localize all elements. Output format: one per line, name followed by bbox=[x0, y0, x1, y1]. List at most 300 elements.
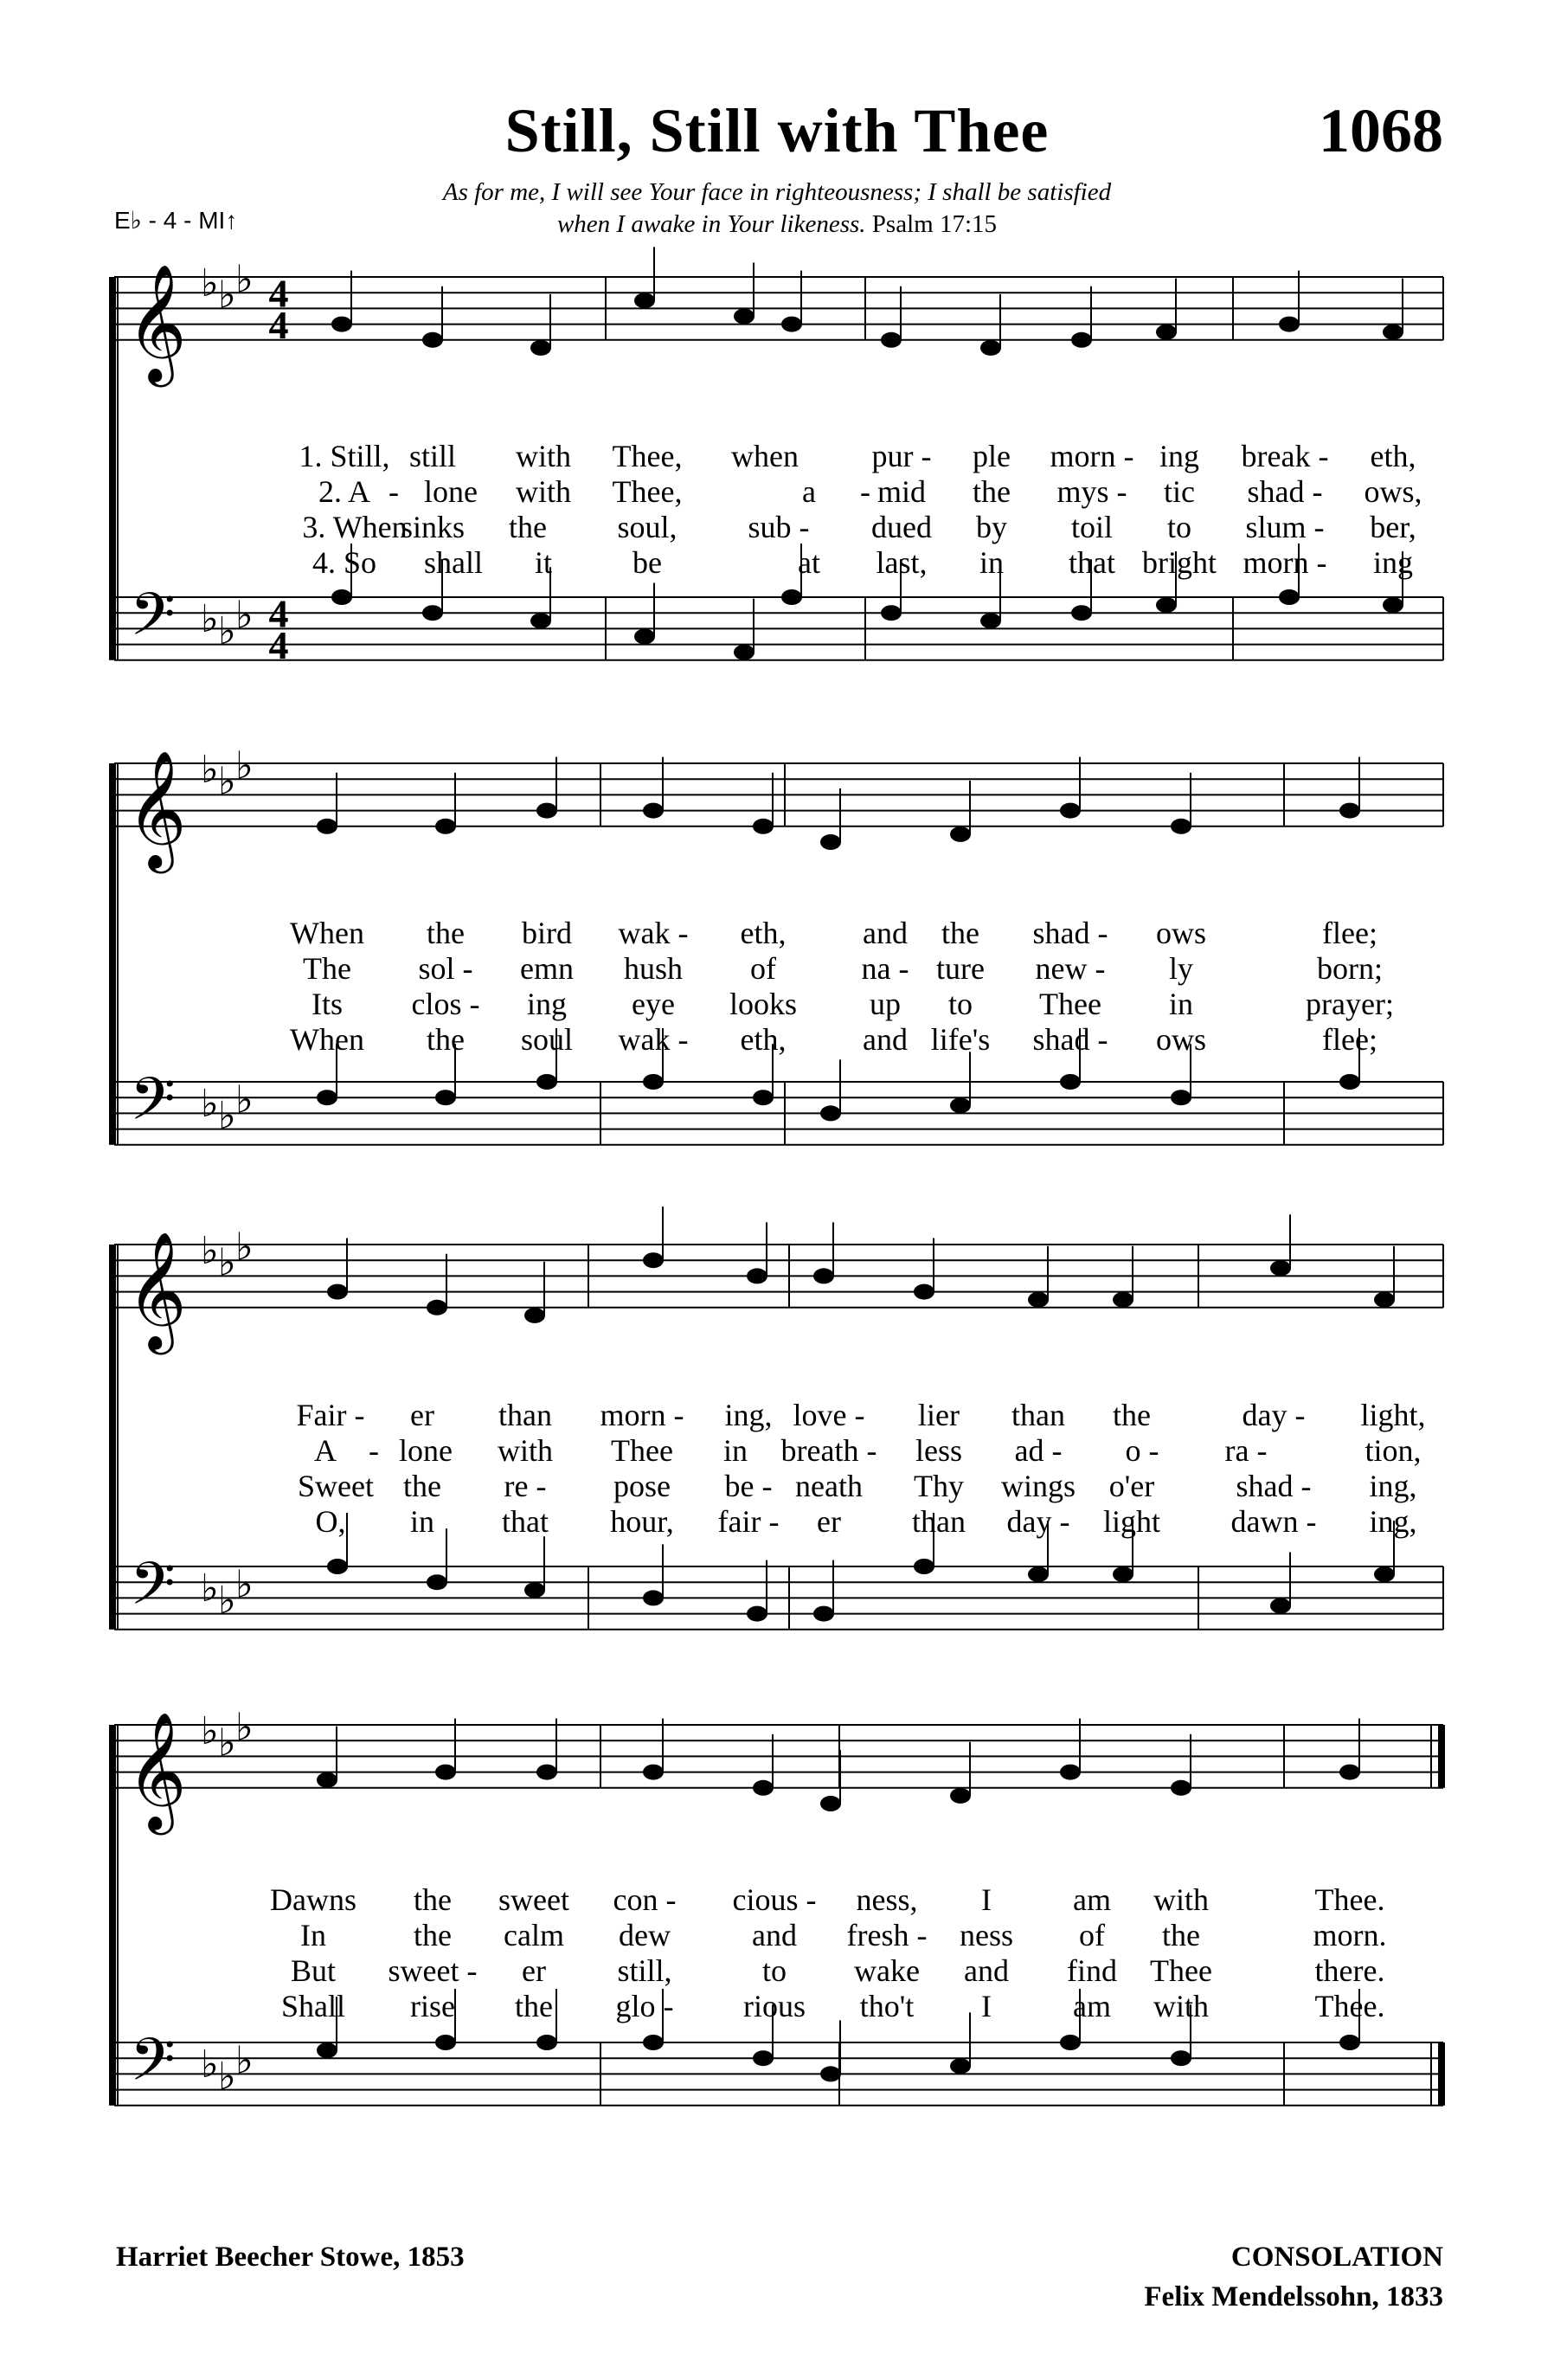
system-2-treble-flat: ♭ bbox=[218, 759, 236, 804]
treble-note bbox=[524, 1308, 545, 1323]
system-2-bass-flat: ♭ bbox=[218, 1093, 236, 1138]
lyric-syllable: soul, bbox=[617, 510, 677, 544]
lyric-syllable: I bbox=[981, 1989, 992, 2023]
lyric-syllable: toil bbox=[1070, 510, 1114, 544]
lyric-syllable: Its bbox=[311, 987, 343, 1021]
lyric-syllable: 1. Still, bbox=[299, 439, 390, 473]
lyric-syllable: 4. So bbox=[311, 545, 377, 580]
system-3-treble-clef: 𝄞 bbox=[126, 1229, 187, 1349]
lyric-syllable: Thy bbox=[914, 1469, 964, 1503]
treble-note bbox=[1171, 819, 1191, 834]
bass-note bbox=[327, 1559, 348, 1574]
lyric-syllable: - bbox=[369, 1433, 379, 1468]
bass-note bbox=[1374, 1566, 1395, 1582]
lyric-syllable: prayer; bbox=[1306, 987, 1394, 1021]
treble-note bbox=[317, 819, 337, 834]
system-1-treble-flat: ♭ bbox=[218, 273, 236, 318]
lyric-syllable: be bbox=[633, 545, 662, 580]
lyric-syllable: tion, bbox=[1365, 1433, 1422, 1468]
lyric-syllable: with bbox=[515, 474, 572, 509]
lyric-syllable: ing, bbox=[1369, 1504, 1417, 1539]
treble-note bbox=[1339, 1765, 1360, 1780]
lyric-syllable: Thee bbox=[1150, 1953, 1212, 1988]
treble-note bbox=[747, 1268, 767, 1283]
system-3-treble-flat: ♭ bbox=[218, 1240, 236, 1285]
scripture-reference: Psalm 17:15 bbox=[871, 210, 998, 238]
lyric-syllable: rious bbox=[743, 1989, 806, 2023]
lyric-syllable: light, bbox=[1360, 1398, 1426, 1432]
treble-note bbox=[1113, 1292, 1133, 1308]
lyric-syllable: lone bbox=[424, 474, 478, 509]
lyric-syllable: still bbox=[408, 439, 457, 473]
lyric-syllable: Dawns bbox=[270, 1882, 356, 1917]
bass-note bbox=[536, 1074, 557, 1090]
lyric-syllable: ing, bbox=[1369, 1469, 1417, 1503]
lyric-syllable: morn. bbox=[1313, 1918, 1387, 1952]
lyric-syllable: re - bbox=[504, 1469, 547, 1503]
lyric-syllable: than bbox=[912, 1504, 966, 1539]
system-3-bass-flat: ♭ bbox=[201, 1566, 219, 1611]
lyric-syllable: when bbox=[731, 439, 799, 473]
bass-note bbox=[813, 1606, 834, 1622]
lyric-syllable: and bbox=[752, 1918, 797, 1952]
lyric-syllable: morn - bbox=[600, 1398, 684, 1432]
lyric-syllable: tho't bbox=[859, 1989, 915, 2023]
lyric-syllable: new - bbox=[1035, 951, 1106, 986]
lyric-syllable: dued bbox=[871, 510, 932, 544]
treble-note bbox=[1339, 803, 1360, 819]
lyric-syllable: and bbox=[964, 1953, 1009, 1988]
lyric-syllable: Fair - bbox=[296, 1398, 365, 1432]
lyric-syllable: ness, bbox=[856, 1882, 918, 1917]
lyric-syllable: na - bbox=[861, 951, 909, 986]
lyric-syllable: 2. A bbox=[318, 474, 371, 509]
treble-note bbox=[643, 1252, 664, 1268]
lyric-syllable: soul bbox=[520, 1022, 574, 1057]
lyric-syllable: in bbox=[409, 1504, 435, 1539]
lyric-syllable: breath - bbox=[780, 1433, 877, 1468]
treble-note bbox=[530, 340, 551, 356]
lyric-syllable: shad - bbox=[1032, 916, 1108, 950]
lyric-syllable: O, bbox=[315, 1504, 346, 1539]
treble-note bbox=[435, 819, 456, 834]
tune-name: CONSOLATION bbox=[1230, 2242, 1443, 2273]
lyric-syllable: eth, bbox=[740, 1022, 787, 1057]
lyric-syllable: there. bbox=[1314, 1953, 1385, 1988]
lyric-syllable: the bbox=[427, 916, 465, 950]
lyric-syllable: When bbox=[290, 916, 364, 950]
system-2-treble-flat: ♭ bbox=[201, 748, 219, 792]
treble-note bbox=[1028, 1292, 1049, 1308]
bass-note bbox=[435, 1090, 456, 1105]
lyric-syllable: and bbox=[863, 1022, 908, 1057]
system-1-bass-time-sig-bottom: 4 bbox=[268, 622, 289, 667]
bass-note bbox=[1113, 1566, 1133, 1582]
lyric-syllable: fair - bbox=[717, 1504, 780, 1539]
bass-note bbox=[1156, 597, 1177, 613]
lyric-syllable: eth, bbox=[740, 916, 787, 950]
treble-note bbox=[753, 819, 774, 834]
bass-note bbox=[881, 605, 902, 621]
composer-credit: Felix Mendelssohn, 1833 bbox=[1144, 2281, 1443, 2312]
lyric-syllable: ad - bbox=[1014, 1433, 1063, 1468]
system-4-final-thick-bar bbox=[1438, 1725, 1445, 1788]
bass-note bbox=[980, 613, 1001, 628]
lyric-syllable: than bbox=[498, 1398, 552, 1432]
lyric-syllable: sweet bbox=[498, 1882, 569, 1917]
system-4-bass-clef: 𝄢 bbox=[130, 2026, 176, 2109]
lyric-syllable: shad - bbox=[1247, 474, 1323, 509]
treble-note bbox=[331, 317, 352, 332]
lyric-syllable: the bbox=[414, 1882, 452, 1917]
treble-note bbox=[536, 1765, 557, 1780]
lyric-syllable: still, bbox=[617, 1953, 672, 1988]
lyric-syllable: dawn - bbox=[1230, 1504, 1317, 1539]
lyric-syllable: morn - bbox=[1050, 439, 1134, 473]
bass-note bbox=[1339, 2035, 1360, 2050]
bass-note bbox=[1383, 597, 1403, 613]
lyric-syllable: In bbox=[300, 1918, 326, 1952]
lyric-syllable: sub - bbox=[748, 510, 810, 544]
system-2-bass-clef: 𝄢 bbox=[130, 1065, 176, 1148]
lyric-syllable: Thee, bbox=[612, 439, 683, 473]
lyric-syllable: the bbox=[515, 1989, 553, 2023]
lyric-syllable: ing, bbox=[724, 1398, 773, 1432]
system-3-bass-clef: 𝄢 bbox=[130, 1550, 176, 1633]
lyric-syllable: the bbox=[403, 1469, 441, 1503]
lyric-syllable: born; bbox=[1317, 951, 1383, 986]
lyric-syllable: Thee. bbox=[1314, 1989, 1385, 2023]
lyric-syllable: flee; bbox=[1322, 1022, 1377, 1057]
lyric-syllable: clos - bbox=[411, 987, 480, 1021]
treble-note bbox=[1060, 803, 1081, 819]
lyric-syllable: con - bbox=[613, 1882, 677, 1917]
system-4-system-bracket bbox=[109, 1725, 116, 2106]
lyric-syllable: The bbox=[303, 951, 351, 986]
lyric-syllable: be - bbox=[724, 1469, 773, 1503]
lyric-syllable: A bbox=[314, 1433, 337, 1468]
bass-note bbox=[1060, 2035, 1081, 2050]
hymn-title: Still, Still with Thee bbox=[504, 96, 1050, 165]
lyric-syllable: sinks bbox=[400, 510, 466, 544]
bass-note bbox=[820, 1105, 841, 1121]
bass-note bbox=[820, 2066, 841, 2081]
treble-note bbox=[753, 1780, 774, 1796]
bass-note bbox=[1028, 1566, 1049, 1582]
lyric-syllable: bright bbox=[1142, 545, 1217, 580]
lyric-syllable: the bbox=[1162, 1918, 1200, 1952]
bass-note bbox=[643, 1074, 664, 1090]
lyric-syllable: with bbox=[515, 439, 572, 473]
lyric-syllable: - bbox=[388, 474, 399, 509]
system-1-treble-time-sig-bottom: 4 bbox=[268, 302, 289, 347]
lyric-syllable: to bbox=[761, 1953, 787, 1988]
system-1-treble-flat: ♭ bbox=[235, 257, 254, 302]
treble-note bbox=[1374, 1292, 1395, 1308]
bass-note bbox=[1171, 1090, 1191, 1105]
lyric-syllable: the bbox=[414, 1918, 452, 1952]
treble-note bbox=[1270, 1260, 1291, 1276]
treble-note bbox=[781, 317, 802, 332]
lyric-syllable: and bbox=[863, 916, 908, 950]
system-4-bass-flat: ♭ bbox=[201, 2042, 219, 2087]
lyric-syllable: pose bbox=[613, 1469, 671, 1503]
lyric-syllable: with bbox=[1153, 1882, 1210, 1917]
bass-note bbox=[1270, 1598, 1291, 1614]
treble-note bbox=[435, 1765, 456, 1780]
system-1-bass-flat: ♭ bbox=[218, 608, 236, 653]
tune-key-info: E♭ - 4 - MI↑ bbox=[114, 207, 238, 234]
lyric-syllable: Thee. bbox=[1314, 1882, 1385, 1917]
lyric-syllable: sweet - bbox=[388, 1953, 478, 1988]
lyric-syllable: the bbox=[1113, 1398, 1151, 1432]
treble-note bbox=[1171, 1780, 1191, 1796]
system-3-treble-flat: ♭ bbox=[201, 1229, 219, 1273]
bass-note bbox=[427, 1574, 447, 1590]
lyric-syllable: dew bbox=[619, 1918, 671, 1952]
treble-note bbox=[813, 1268, 834, 1283]
system-1-bass-flat: ♭ bbox=[235, 593, 254, 638]
treble-note bbox=[950, 1788, 971, 1804]
lyric-syllable: ly bbox=[1168, 951, 1194, 986]
system-2-bass-flat: ♭ bbox=[235, 1077, 254, 1122]
lyric-syllable: slum - bbox=[1245, 510, 1325, 544]
lyric-syllable: Shall bbox=[280, 1989, 346, 2023]
bass-note bbox=[1060, 1074, 1081, 1090]
lyric-syllable: am bbox=[1073, 1882, 1111, 1917]
lyric-syllable: in bbox=[722, 1433, 748, 1468]
treble-note bbox=[536, 803, 557, 819]
treble-note bbox=[1383, 325, 1403, 340]
lyric-syllable: looks bbox=[729, 987, 798, 1021]
lyric-syllable: cious - bbox=[732, 1882, 817, 1917]
hymn-number: 1068 bbox=[1319, 96, 1443, 165]
treble-note bbox=[1060, 1765, 1081, 1780]
treble-note bbox=[1071, 332, 1092, 348]
lyric-syllable: by bbox=[976, 510, 1007, 544]
system-2-system-bracket bbox=[109, 763, 116, 1145]
lyric-syllable: wake bbox=[854, 1953, 920, 1988]
lyric-syllable: Thee bbox=[1039, 987, 1101, 1021]
lyric-syllable: to bbox=[1166, 510, 1192, 544]
system-1-bass-time-sig-top: 4 bbox=[268, 591, 289, 636]
lyric-syllable: day - bbox=[1242, 1398, 1306, 1432]
lyric-syllable: pur - bbox=[871, 439, 932, 473]
system-1-bass-clef: 𝄢 bbox=[130, 581, 176, 664]
lyric-syllable: less bbox=[915, 1433, 962, 1468]
bass-note bbox=[536, 2035, 557, 2050]
treble-note bbox=[881, 332, 902, 348]
bass-note bbox=[643, 1590, 664, 1605]
system-4-treble-flat: ♭ bbox=[201, 1709, 219, 1753]
treble-note bbox=[820, 1796, 841, 1811]
lyric-syllable: mys - bbox=[1056, 474, 1127, 509]
treble-note bbox=[820, 834, 841, 850]
lyric-syllable: am bbox=[1073, 1989, 1111, 2023]
lyric-syllable: the bbox=[973, 474, 1011, 509]
bass-note bbox=[331, 589, 352, 605]
lyric-syllable: up bbox=[870, 987, 901, 1021]
lyric-syllable: find bbox=[1067, 1953, 1117, 1988]
lyric-syllable: er bbox=[410, 1398, 434, 1432]
lyric-syllable: ing bbox=[1372, 545, 1414, 580]
lyric-syllable: o'er bbox=[1108, 1469, 1155, 1503]
lyric-syllable: Thee bbox=[611, 1433, 673, 1468]
lyric-syllable: glo - bbox=[615, 1989, 674, 2023]
lyric-syllable: ows, bbox=[1364, 474, 1422, 509]
lyric-syllable: in bbox=[979, 545, 1005, 580]
system-4-bass-flat: ♭ bbox=[218, 2054, 236, 2099]
lyric-syllable: ture bbox=[936, 951, 985, 986]
bass-note bbox=[1171, 2050, 1191, 2066]
system-1-bass-flat: ♭ bbox=[201, 597, 219, 642]
system-2-bass-flat: ♭ bbox=[201, 1082, 219, 1127]
lyric-syllable: When bbox=[290, 1022, 364, 1057]
bass-note bbox=[1071, 605, 1092, 621]
bass-note bbox=[781, 589, 802, 605]
lyric-syllable: with bbox=[1153, 1989, 1210, 2023]
treble-note bbox=[317, 1772, 337, 1788]
lyric-syllable: shad - bbox=[1236, 1469, 1312, 1503]
lyric-syllable: - bbox=[860, 474, 870, 509]
system-1-treble-clef: 𝄞 bbox=[126, 261, 187, 382]
bass-note bbox=[950, 2058, 971, 2074]
bass-note bbox=[753, 2050, 774, 2066]
lyric-syllable: day - bbox=[1006, 1504, 1070, 1539]
treble-note bbox=[422, 332, 443, 348]
bass-note bbox=[914, 1559, 934, 1574]
bass-note bbox=[634, 629, 655, 645]
treble-note bbox=[914, 1284, 934, 1300]
lyric-syllable: ing bbox=[526, 987, 568, 1021]
author-credit: Harriet Beecher Stowe, 1853 bbox=[116, 2242, 465, 2273]
lyric-syllable: ber, bbox=[1370, 510, 1416, 544]
bass-note bbox=[1279, 589, 1300, 605]
treble-note bbox=[950, 827, 971, 842]
lyric-syllable: than bbox=[1011, 1398, 1065, 1432]
lyric-syllable: eye bbox=[632, 987, 675, 1021]
lyric-syllable: morn - bbox=[1243, 545, 1327, 580]
lyric-syllable: shall bbox=[424, 545, 483, 580]
lyric-syllable: at bbox=[798, 545, 820, 580]
lyric-syllable: fresh - bbox=[846, 1918, 928, 1952]
bass-note bbox=[1339, 1074, 1360, 1090]
system-3-treble-flat: ♭ bbox=[235, 1225, 254, 1270]
bass-note bbox=[734, 645, 755, 660]
lyric-syllable: wak - bbox=[618, 916, 689, 950]
lyric-syllable: life's bbox=[930, 1022, 991, 1057]
bass-note bbox=[950, 1097, 971, 1113]
system-2-treble-clef: 𝄞 bbox=[126, 748, 187, 868]
system-1-treble-flat: ♭ bbox=[201, 261, 219, 306]
lyric-syllable: eth, bbox=[1370, 439, 1416, 473]
lyric-syllable: ra - bbox=[1224, 1433, 1268, 1468]
lyric-syllable: that bbox=[502, 1504, 549, 1539]
lyric-syllable: a bbox=[802, 474, 816, 509]
bass-note bbox=[317, 2042, 337, 2058]
bass-note bbox=[753, 1090, 774, 1105]
system-3-system-bracket bbox=[109, 1245, 116, 1630]
lyric-syllable: I bbox=[981, 1882, 992, 1917]
treble-note bbox=[643, 1765, 664, 1780]
lyric-syllable: ness bbox=[960, 1918, 1013, 1952]
lyric-syllable: of bbox=[1079, 1918, 1105, 1952]
system-4-bass-flat: ♭ bbox=[235, 2038, 254, 2083]
epigraph-line-1: As for me, I will see Your face in righteousness; I shall be satisfied bbox=[442, 178, 1112, 206]
treble-note bbox=[1156, 325, 1177, 340]
system-2-treble-flat: ♭ bbox=[235, 743, 254, 788]
system-4-final-thick-bar bbox=[1438, 2042, 1445, 2106]
system-1-system-bracket bbox=[109, 277, 116, 660]
lyric-syllable: it bbox=[534, 545, 553, 580]
lyric-syllable: ows bbox=[1155, 1022, 1207, 1057]
lyric-syllable: Thee, bbox=[612, 474, 683, 509]
lyric-syllable: er bbox=[522, 1953, 546, 1988]
lyric-syllable: the bbox=[941, 916, 979, 950]
lyric-syllable: in bbox=[1168, 987, 1194, 1021]
lyric-syllable: tic bbox=[1164, 474, 1195, 509]
epigraph-text: when I awake in Your likeness. bbox=[556, 210, 866, 238]
lyric-syllable: with bbox=[497, 1433, 554, 1468]
system-1-treble-time-sig-top: 4 bbox=[268, 271, 289, 316]
system-4-treble-clef: 𝄞 bbox=[126, 1709, 187, 1830]
lyric-syllable: wak - bbox=[618, 1022, 689, 1057]
lyric-syllable: hour, bbox=[610, 1504, 674, 1539]
treble-note bbox=[427, 1300, 447, 1315]
lyric-syllable: lier bbox=[918, 1398, 960, 1432]
treble-note bbox=[327, 1284, 348, 1300]
lyric-syllable: emn bbox=[520, 951, 574, 986]
treble-note bbox=[980, 340, 1001, 356]
bass-note bbox=[747, 1606, 767, 1622]
lyric-syllable: that bbox=[1069, 545, 1115, 580]
lyric-syllable: light bbox=[1102, 1504, 1161, 1539]
lyric-syllable: love - bbox=[793, 1398, 865, 1432]
lyric-syllable: to bbox=[947, 987, 973, 1021]
lyric-syllable: But bbox=[290, 1953, 337, 1988]
lyric-syllable: o - bbox=[1125, 1433, 1159, 1468]
lyric-syllable: Sweet bbox=[298, 1469, 374, 1503]
system-3-bass-flat: ♭ bbox=[235, 1562, 254, 1607]
lyric-syllable: last, bbox=[876, 545, 928, 580]
treble-note bbox=[643, 803, 664, 819]
bass-note bbox=[643, 2035, 664, 2050]
bass-note bbox=[422, 605, 443, 621]
lyric-syllable: neath bbox=[795, 1469, 863, 1503]
lyric-syllable: er bbox=[817, 1504, 841, 1539]
lyric-syllable: the bbox=[509, 510, 547, 544]
lyric-syllable: mid bbox=[877, 474, 927, 509]
lyric-syllable: calm bbox=[504, 1918, 564, 1952]
lyric-syllable: shad - bbox=[1032, 1022, 1108, 1057]
lyric-syllable: the bbox=[427, 1022, 465, 1057]
lyric-syllable: flee; bbox=[1322, 916, 1377, 950]
lyric-syllable: hush bbox=[623, 951, 684, 986]
system-3-bass-flat: ♭ bbox=[218, 1578, 236, 1623]
lyric-syllable: sol - bbox=[418, 951, 473, 986]
bass-note bbox=[317, 1090, 337, 1105]
system-4-treble-flat: ♭ bbox=[235, 1705, 254, 1750]
treble-note bbox=[634, 293, 655, 308]
lyric-syllable: 3. When bbox=[302, 510, 408, 544]
bass-note bbox=[530, 613, 551, 628]
lyric-syllable: ows bbox=[1155, 916, 1207, 950]
lyric-syllable: ing bbox=[1159, 439, 1200, 473]
treble-note bbox=[1279, 317, 1300, 332]
bass-note bbox=[524, 1582, 545, 1598]
lyric-syllable: break - bbox=[1241, 439, 1329, 473]
lyric-syllable: bird bbox=[522, 916, 572, 950]
